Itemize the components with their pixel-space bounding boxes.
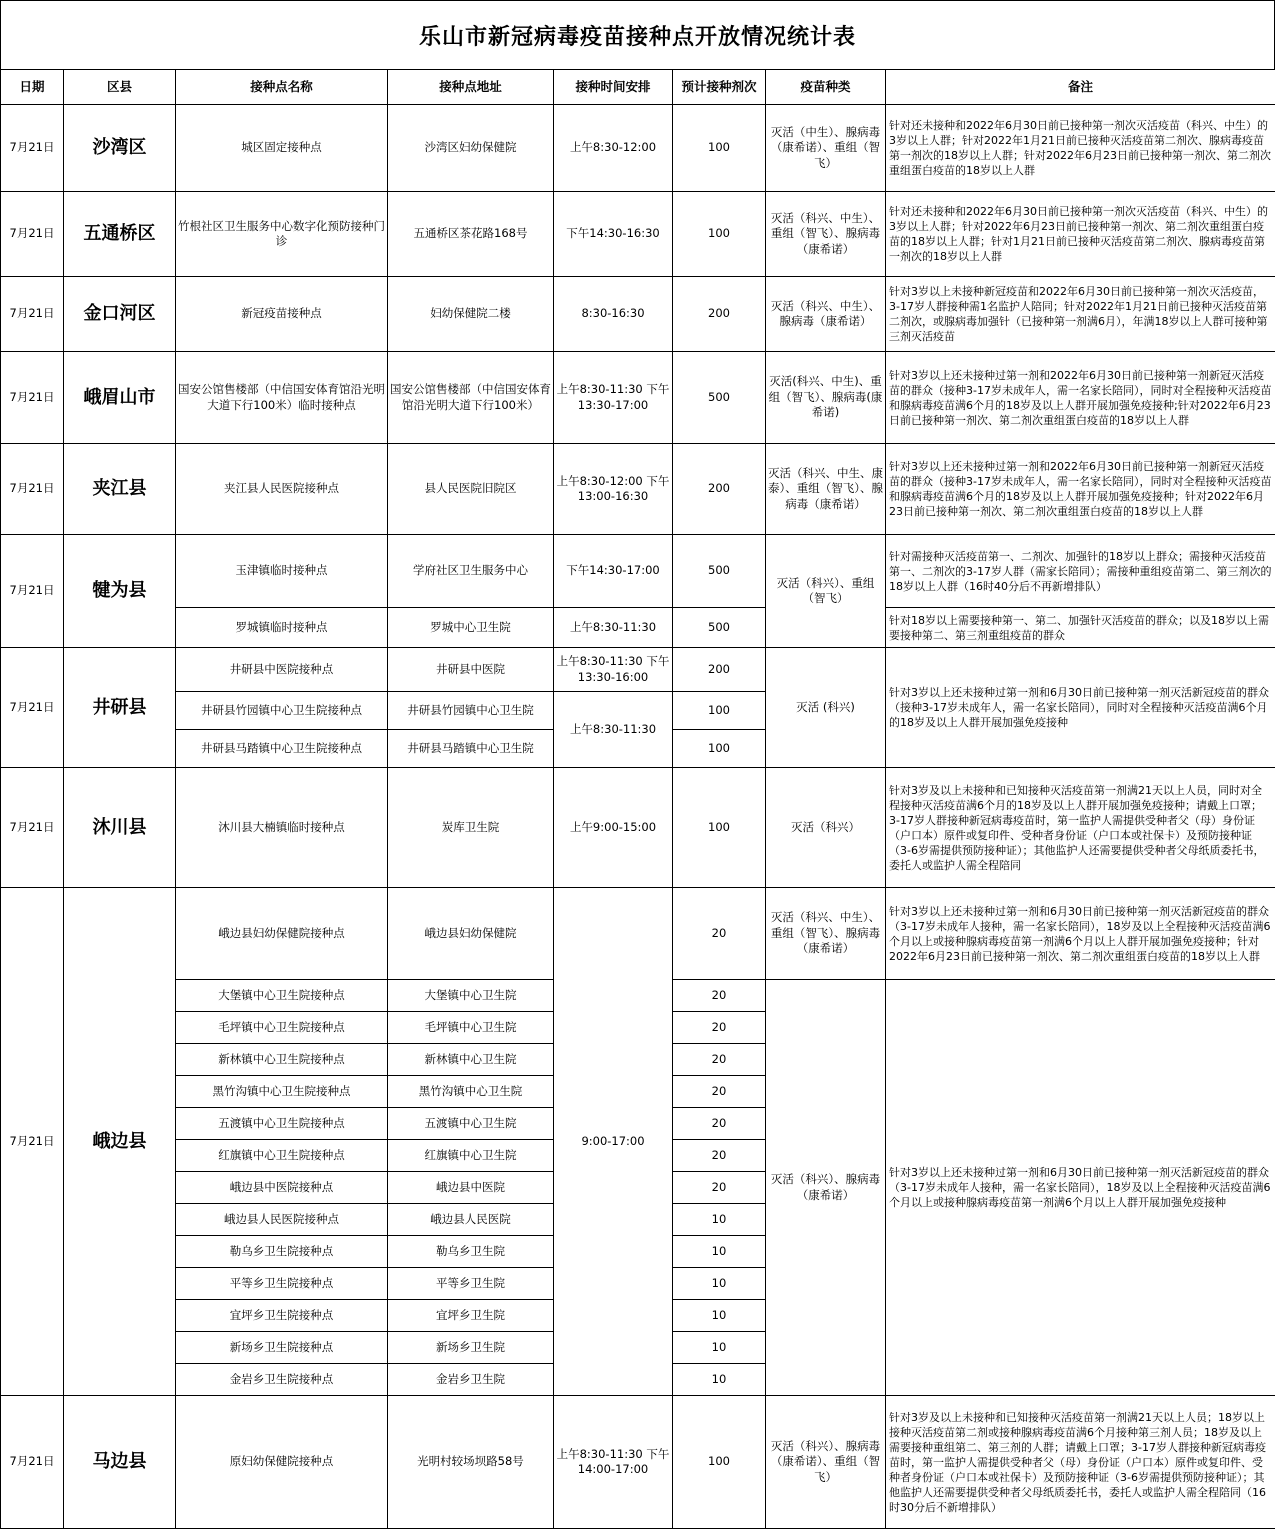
note-cell: 针对18岁以上需要接种第一、第二、加强针灭活疫苗的群众；以及18岁以上需要接种第二、第三剂重组疫苗的群众 [886,608,1275,648]
vaccine-cell: 灭活（科兴、中生）、腺病毒（康希诺） [766,277,886,352]
county-cell: 井研县 [64,648,176,768]
site-address-cell: 沙湾区妇幼保健院 [388,105,554,192]
site-address-cell: 金岩乡卫生院 [388,1364,554,1396]
site-address-cell: 学府社区卫生服务中心 [388,535,554,608]
doses-cell: 200 [673,648,766,692]
vaccine-cell: 灭活（科兴、中生）、重组（智飞）、腺病毒（康希诺） [766,192,886,277]
site-name-cell: 宜坪乡卫生院接种点 [176,1300,388,1332]
table-row [1,352,1275,444]
time-cell: 上午9:00-15:00 [554,768,673,888]
doses-cell: 20 [673,1172,766,1204]
site-address-cell: 峨边县中医院 [388,1172,554,1204]
site-name-cell: 新冠疫苗接种点 [176,277,388,352]
site-address-cell: 黑竹沟镇中心卫生院 [388,1076,554,1108]
site-name-cell: 井研县马踏镇中心卫生院接种点 [176,730,388,768]
site-name-cell: 城区固定接种点 [176,105,388,192]
doses-cell: 20 [673,980,766,1012]
time-cell: 下午14:30-17:00 [554,535,673,608]
vaccine-cell: 灭活（科兴） [766,768,886,888]
site-address-cell: 光明村较场坝路58号 [388,1396,554,1529]
site-address-cell: 井研县马踏镇中心卫生院 [388,730,554,768]
site-name-cell: 罗城镇临时接种点 [176,608,388,648]
doses-cell: 10 [673,1364,766,1396]
vaccination-table [0,69,1275,1529]
site-address-cell: 红旗镇中心卫生院 [388,1140,554,1172]
county-cell: 金口河区 [64,277,176,352]
doses-cell: 200 [673,277,766,352]
site-name-cell: 红旗镇中心卫生院接种点 [176,1140,388,1172]
site-address-cell: 毛坪镇中心卫生院 [388,1012,554,1044]
header-site-name: 接种点名称 [176,70,388,105]
note-cell: 针对3岁以上还未接种过第一剂和2022年6月30日前已接种第一剂新冠灭活疫苗的群众（接种3-17岁未成年人，需一名家长陪同），同时对全程接种灭活疫苗和腺病毒疫苗满6个月的18岁及以上人群开展加强免疫接种;针对2022年6月23日前已接种第一剂次、第二剂次重组蛋白疫苗的18岁以上人群 [886,352,1275,444]
site-address-cell: 井研县竹园镇中心卫生院 [388,692,554,730]
site-name-cell: 五渡镇中心卫生院接种点 [176,1108,388,1140]
doses-cell: 100 [673,1396,766,1529]
date-cell: 7月21日 [1,105,64,192]
time-cell: 上午8:30-11:30 [554,608,673,648]
county-cell: 马边县 [64,1396,176,1529]
county-cell: 沙湾区 [64,105,176,192]
site-address-cell: 国安公馆售楼部（中信国安体育馆沿光明大道下行100米） [388,352,554,444]
site-address-cell: 五渡镇中心卫生院 [388,1108,554,1140]
site-address-cell: 大堡镇中心卫生院 [388,980,554,1012]
time-cell: 下午14:30-16:30 [554,192,673,277]
county-cell: 峨边县 [64,888,176,1396]
note-cell: 针对需接种灭活疫苗第一、二剂次、加强针的18岁以上群众；需接种灭活疫苗第一、二剂次的3-17岁人群（需家长陪同）；需接种重组疫苗第二、第三剂次的18岁以上人群（16时40分后不再新增排队） [886,535,1275,608]
header-date: 日期 [1,70,64,105]
doses-cell: 500 [673,535,766,608]
doses-cell: 100 [673,692,766,730]
doses-cell: 20 [673,1076,766,1108]
doses-cell: 200 [673,444,766,535]
header-site-address: 接种点地址 [388,70,554,105]
site-name-cell: 井研县中医院接种点 [176,648,388,692]
note-cell: 针对3岁以上还未接种过第一剂和6月30日前已接种第一剂灭活新冠疫苗的群众（3-17岁未成年人接种，需一名家长陪同），18岁及以上全程接种灭活疫苗满6个月以上或接种腺病毒疫苗第一剂满6个月以上人群开展加强免疫接种；针对2022年6月23日前已接种第一剂次、第二剂次重组蛋白疫苗的18岁以上人群 [886,888,1275,980]
time-cell: 上午8:30-11:30 [554,692,673,768]
table-row [1,648,1275,692]
table-row [1,277,1275,352]
time-cell: 上午8:30-12:00 下午13:00-16:30 [554,444,673,535]
vaccine-cell: 灭活（科兴）、腺病毒（康希诺）、重组（智飞） [766,1396,886,1529]
site-name-cell: 峨边县妇幼保健院接种点 [176,888,388,980]
header-doses: 预计接种剂次 [673,70,766,105]
site-address-cell: 县人民医院旧院区 [388,444,554,535]
vaccine-cell: 灭活（科兴、中生、康泰）、重组（智飞）、腺病毒（康希诺） [766,444,886,535]
date-cell: 7月21日 [1,1396,64,1529]
site-name-cell: 玉津镇临时接种点 [176,535,388,608]
county-cell: 犍为县 [64,535,176,648]
doses-cell: 20 [673,1108,766,1140]
table-row [1,535,1275,608]
date-cell: 7月21日 [1,444,64,535]
table-row [1,608,1275,648]
vaccine-cell: 灭活（科兴）、腺病毒（康希诺） [766,980,886,1396]
site-name-cell: 大堡镇中心卫生院接种点 [176,980,388,1012]
site-name-cell: 黑竹沟镇中心卫生院接种点 [176,1076,388,1108]
time-cell: 上午8:30-11:30 下午13:30-16:00 [554,648,673,692]
vaccine-cell: 灭活（科兴）、重组（智飞） [766,535,886,648]
site-name-cell: 平等乡卫生院接种点 [176,1268,388,1300]
site-address-cell: 井研县中医院 [388,648,554,692]
site-address-cell: 妇幼保健院二楼 [388,277,554,352]
note-cell: 针对3岁以上还未接种过第一剂和2022年6月30日前已接种第一剂新冠灭活疫苗的群众（接种3-17岁未成年人，需一名家长陪同），同时对全程接种灭活疫苗和腺病毒疫苗满6个月的18岁及以上人群开展加强免疫接种；针对2022年6月23日前已接种第一剂次、第二剂次重组蛋白疫苗的18岁以上人群 [886,444,1275,535]
date-cell: 7月21日 [1,352,64,444]
site-name-cell: 夹江县人民医院接种点 [176,444,388,535]
site-name-cell: 国安公馆售楼部（中信国安体育馆沿光明大道下行100米）临时接种点 [176,352,388,444]
county-cell: 夹江县 [64,444,176,535]
doses-cell: 20 [673,1044,766,1076]
header-note: 备注 [886,70,1275,105]
doses-cell: 20 [673,1012,766,1044]
doses-cell: 100 [673,730,766,768]
site-address-cell: 罗城中心卫生院 [388,608,554,648]
site-name-cell: 沐川县大楠镇临时接种点 [176,768,388,888]
site-address-cell: 炭库卫生院 [388,768,554,888]
header-time: 接种时间安排 [554,70,673,105]
header-vaccine: 疫苗种类 [766,70,886,105]
doses-cell: 10 [673,1236,766,1268]
note-cell: 针对3岁以上未接种新冠疫苗和2022年6月30日前已接种第一剂次灭活疫苗，3-17岁人群接种需1名监护人陪同；针对2022年1月21日前已接种灭活疫苗第二剂次，或腺病毒加强针（已接种第一剂满6月），年满18岁以上人群可接种第三剂灭活疫苗 [886,277,1275,352]
site-name-cell: 勒乌乡卫生院接种点 [176,1236,388,1268]
site-name-cell: 峨边县人民医院接种点 [176,1204,388,1236]
date-cell: 7月21日 [1,648,64,768]
date-cell: 7月21日 [1,192,64,277]
doses-cell: 10 [673,1204,766,1236]
site-name-cell: 新场乡卫生院接种点 [176,1332,388,1364]
doses-cell: 10 [673,1268,766,1300]
header-county: 区县 [64,70,176,105]
time-cell: 8:30-16:30 [554,277,673,352]
table-row [1,444,1275,535]
site-name-cell: 井研县竹园镇中心卫生院接种点 [176,692,388,730]
vaccine-cell: 灭活（中生）、腺病毒（康希诺）、重组（智飞） [766,105,886,192]
vaccine-cell: 灭活（科兴、中生）、重组（智飞）、腺病毒（康希诺） [766,888,886,980]
site-address-cell: 勒乌乡卫生院 [388,1236,554,1268]
doses-cell: 10 [673,1300,766,1332]
county-cell: 五通桥区 [64,192,176,277]
county-cell: 沐川县 [64,768,176,888]
site-name-cell: 新林镇中心卫生院接种点 [176,1044,388,1076]
doses-cell: 100 [673,768,766,888]
site-name-cell: 竹根社区卫生服务中心数字化预防接种门诊 [176,192,388,277]
doses-cell: 20 [673,1140,766,1172]
time-cell: 上午8:30-12:00 [554,105,673,192]
site-address-cell: 五通桥区茶花路168号 [388,192,554,277]
vaccine-cell: 灭活 (科兴) [766,648,886,768]
time-cell: 9:00-17:00 [554,888,673,1396]
site-address-cell: 峨边县妇幼保健院 [388,888,554,980]
sheet-title: 乐山市新冠病毒疫苗接种点开放情况统计表 [0,0,1275,69]
time-cell: 上午8:30-11:30 下午14:00-17:00 [554,1396,673,1529]
doses-cell: 100 [673,105,766,192]
county-cell: 峨眉山市 [64,352,176,444]
note-cell: 针对还未接种和2022年6月30日前已接种第一剂次灭活疫苗（科兴、中生）的3岁以上人群；针对2022年1月21日前已接种灭活疫苗第二剂次、腺病毒疫苗第一剂次的18岁以上人群；针对2022年6月23日前已接种第一剂次、第二剂次重组蛋白疫苗的18岁以上人群 [886,105,1275,192]
site-name-cell: 毛坪镇中心卫生院接种点 [176,1012,388,1044]
site-name-cell: 金岩乡卫生院接种点 [176,1364,388,1396]
date-cell: 7月21日 [1,888,64,1396]
doses-cell: 500 [673,608,766,648]
date-cell: 7月21日 [1,768,64,888]
table-row [1,768,1275,888]
site-address-cell: 峨边县人民医院 [388,1204,554,1236]
date-cell: 7月21日 [1,277,64,352]
note-cell: 针对3岁及以上未接种和已知接种灭活疫苗第一剂满21天以上人员，同时对全程接种灭活疫苗满6个月的18岁及以上人群开展加强免疫接种；请戴上口罩；3-17岁人群接种新冠病毒疫苗时，第一监护人需提供受种者父（母）身份证（户口本）原件或复印件、受种者身份证（户口本或社保卡）及预防接种证（3-6岁需提供预防接种证）；其他监护人还需要提供受种者父母纸质委托书，委托人或监护人需全程陪同 [886,768,1275,888]
table-row [1,1396,1275,1529]
site-address-cell: 新场乡卫生院 [388,1332,554,1364]
note-cell: 针对3岁及以上未接种和已知接种灭活疫苗第一剂满21天以上人员；18岁以上接种灭活疫苗第二剂或接种腺病毒疫苗满6个月接种第三剂人员；18岁及以上需要接种重组第二、第三剂的人群；请戴上口罩；3-17岁人群接种新冠病毒疫苗时，第一监护人需提供受种者父（母）身份证（户口本）原件或复印件、受种者身份证（户口本或社保卡）及预防接种证（3-6岁需提供预防接种证）；其他监护人还需要提供受种者父母纸质委托书，委托人或监护人需全程陪同（16时30分后不新增排队） [886,1396,1275,1529]
vaccine-cell: 灭活(科兴、中生)、重组（智飞）、腺病毒(康希诺) [766,352,886,444]
time-cell: 上午8:30-11:30 下午13:30-17:00 [554,352,673,444]
site-address-cell: 宜坪乡卫生院 [388,1300,554,1332]
site-address-cell: 新林镇中心卫生院 [388,1044,554,1076]
doses-cell: 20 [673,888,766,980]
site-name-cell: 原妇幼保健院接种点 [176,1396,388,1529]
site-name-cell: 峨边县中医院接种点 [176,1172,388,1204]
doses-cell: 500 [673,352,766,444]
table-row [1,192,1275,277]
site-address-cell: 平等乡卫生院 [388,1268,554,1300]
date-cell: 7月21日 [1,535,64,648]
note-cell: 针对3岁以上还未接种过第一剂和6月30日前已接种第一剂灭活新冠疫苗的群众（3-17岁未成年人接种，需一名家长陪同），18岁及以上全程接种灭活疫苗满6个月以上或接种腺病毒疫苗第一剂满6个月以上人群开展加强免疫接种 [886,980,1275,1396]
table-row [1,105,1275,192]
header-row [1,70,1275,105]
doses-cell: 10 [673,1332,766,1364]
note-cell: 针对还未接种和2022年6月30日前已接种第一剂次灭活疫苗（科兴、中生）的3岁以上人群；针对2022年6月23日前已接种第一剂次、第二剂次重组蛋白疫苗的18岁以上人群；针对1月21日前已接种灭活疫苗第二剂次、腺病毒疫苗第一剂次的18岁以上人群 [886,192,1275,277]
note-cell: 针对3岁以上还未接种过第一剂和6月30日前已接种第一剂灭活新冠疫苗的群众（接种3-17岁未成年人，需一名家长陪同），同时对全程接种灭活疫苗满6个月的18岁及以上人群开展加强免疫接种 [886,648,1275,768]
doses-cell: 100 [673,192,766,277]
table-row [1,888,1275,980]
